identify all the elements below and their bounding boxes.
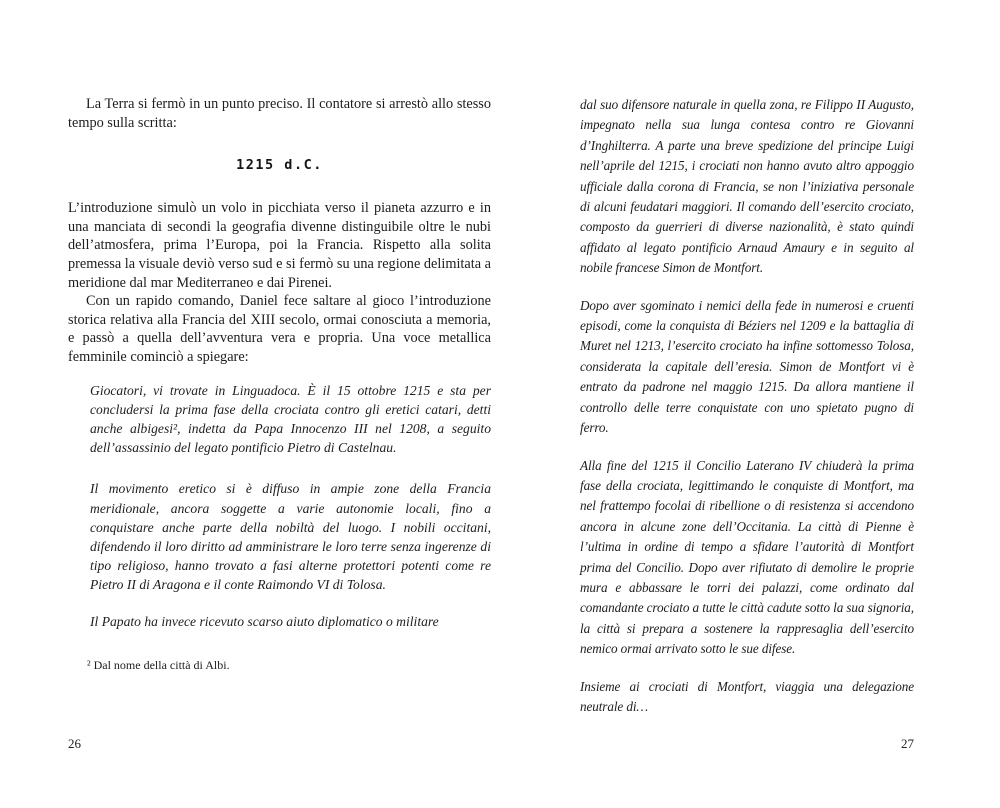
left-page [68,95,491,673]
game-quote-paragraph: Dopo aver sgominato i nemici della fede in numerosi e cruenti episodi, come la conquista di Béziers nel 1209 e la battaglia di Muret nel 1213, l’esercito crociato ha infine sottomesso Tolosa, considerata la capitale dell’eresia. Simon de Montfort vi è entrato da padrone nel maggio 1215. Da allora mantiene il controllo delle terre conquistate con uno spietato pugno di ferro. [580,297,914,436]
game-quote-paragraph: Insieme ai crociati di Montfort, viaggia una delegazione neutrale di… [580,678,914,714]
intro-paragraph: La Terra si fermò in un punto preciso. Il contatore si arrestò allo stesso tempo sulla scritta: [68,96,491,131]
footnote: ² Dal nome della città di Albi. [87,657,230,672]
right-page [580,95,914,717]
body-paragraph: Con un rapido comando, Daniel fece saltare al gioco l’introduzione storica relativa alla Francia del XIII secolo, ormai conosciuta a memoria, e passò a quella dell’avventura vera e propria. Una voce metallica femminile cominciò a spiegare: [68,293,491,365]
game-quote-paragraph: Il movimento eretico si è diffuso in ampie zone della Francia meridionale, ancora soggette a varie autonomie locali, fino a conquistare anche parte della nobiltà del luogo. I nobili occitani, difendendo il loro diritto ad amministrare le loro terre senza ingerenze di tipo religioso, hanno trovato a fasi alterne protettori potenti come re Pietro II di Aragona e il conte Raimondo VI di Tolosa. [90,481,491,593]
page-number-left: 26 [68,736,81,751]
game-quote-paragraph: Il Papato ha invece ricevuto scarso aiuto diplomatico o militare [90,613,439,629]
game-quote-paragraph: Giocatori, vi trovate in Linguadoca. È il 15 ottobre 1215 e sta per concludersi la prima fase della crociata contro gli eretici catari, detti anche albigesi², indetta da Papa Innocenzo III nel 1208, a seguito dell’assassinio del legato pontificio Pietro di Castelnau. [90,382,491,456]
page-number-right: 27 [901,736,914,751]
counter-display: 1215 d.C. [236,157,323,174]
game-quote-paragraph: Alla fine del 1215 il Concilio Laterano IV chiuderà la prima fase della crociata, legittimando le conquiste di Montfort, ma nel frattempo focolai di ribellione o di resistenza si accendono ancora in alcune zone dell’Occitania. La città di Pienne è l’ultima in ordine di tempo a sfidare l’autorità di Montfort prima del Concilio. Dopo aver rifiutato di demolire le proprie mura e abbassare le torri dei palazzi, come ordinato dal comandante crociato a tutte le città cadute sotto la sua signoria, la città si prepara a sostenere la rappresaglia dell’esercito nemico ormai arrivato sotto le sue difese. [580,457,914,657]
game-quote-paragraph: dal suo difensore naturale in quella zona, re Filippo II Augusto, impegnato nella sua lunga contesa contro re Giovanni d’Inghilterra. A parte una breve spedizione del principe Luigi nell’aprile del 1215, i crociati non hanno avuto altro appoggio ufficiale dalla corona di Francia, se non l’iniziativa personale di alcuni feudatari maggiori. Il comando dell’esercito crociato, composto da guerrieri di diverse nazionalità, è stato quindi affidato al legato pontificio Arnaud Amaury e in seguito al nobile francese Simon de Montfort. [580,97,914,276]
body-paragraph: L’introduzione simulò un volo in picchiata verso il pianeta azzurro e in una manciata di secondi la geografia divenne distinguibile oltre le nubi dell’atmosfera, prima l’Europa, poi la Francia. Rispetto alla solita premessa la visuale deviò verso sud e si fermò su una regione delimitata a meridione dal mar Mediterraneo e dai Pirenei. [68,200,491,291]
